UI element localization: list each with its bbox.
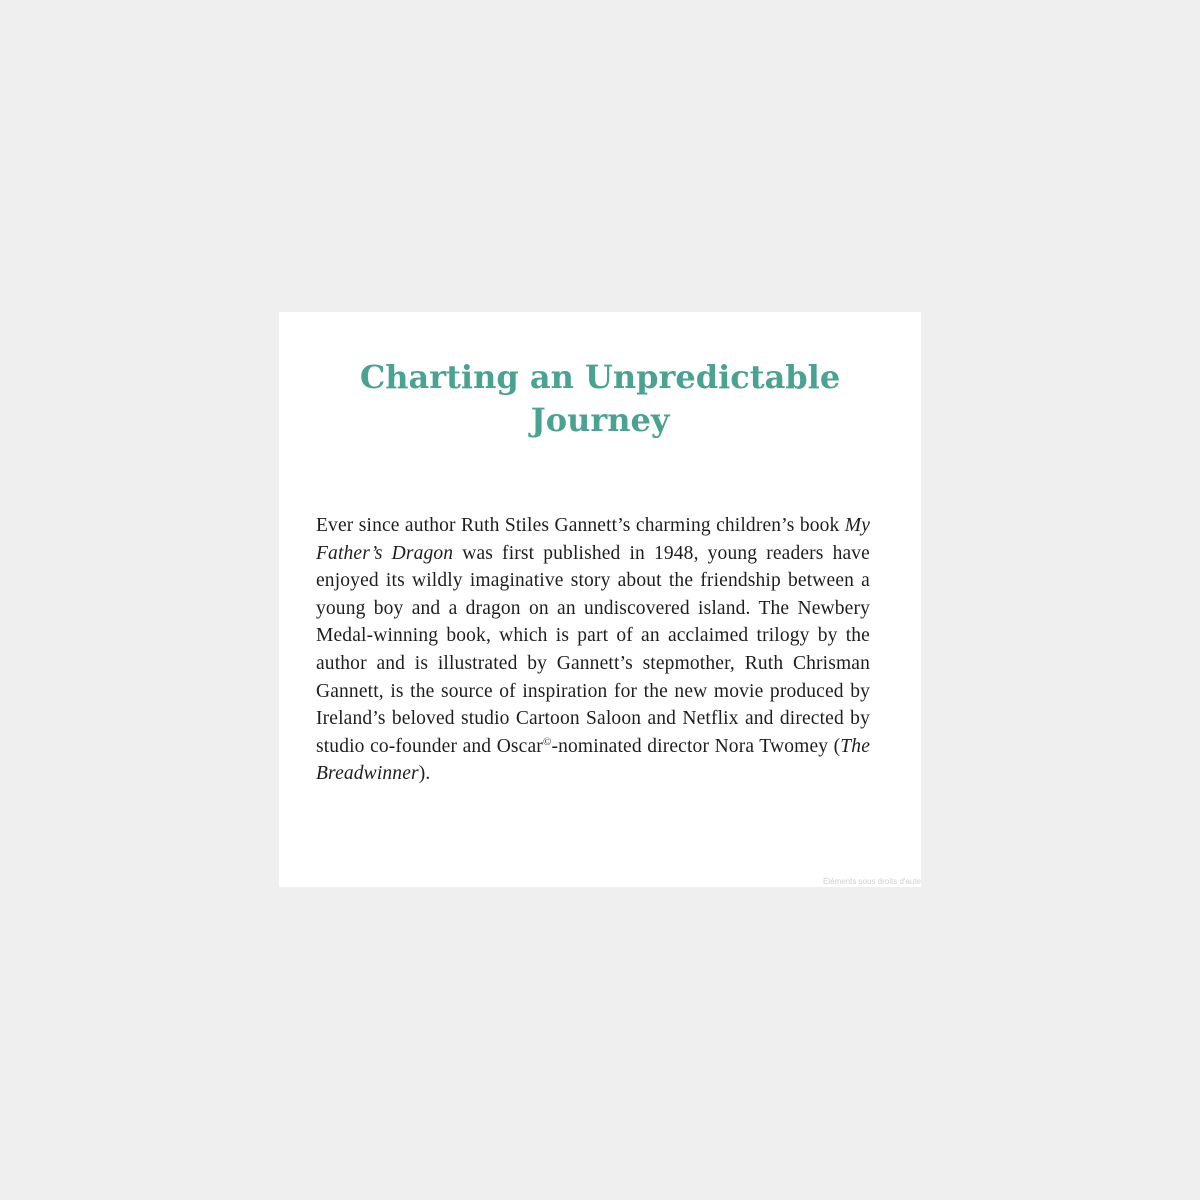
title-line-2: Journey xyxy=(530,401,670,439)
page-title xyxy=(279,356,921,442)
copyright-mark: © xyxy=(542,735,552,748)
book-title: My Father’s Dragon xyxy=(316,515,870,564)
film-title: The Breadwinner xyxy=(316,735,870,785)
copyright-watermark: Éléments sous droits d'aute xyxy=(822,877,921,886)
paragraph-text-4: ). xyxy=(418,763,431,785)
paragraph-text-2: was first published in 1948, young readers have enjoyed its wildly imaginative story about the friendship between a young boy and a dragon on an undiscovered island. The Newbery Medal-winning book, which is part of an acclaimed trilogy by the author and is illustrated by Gannett’s stepmother, Ruth Chrisman Gannett, is the source of inspiration for the new movie produced by Ireland’s beloved studio Cartoon Saloon and Netflix and directed by studio co-founder and Oscar xyxy=(316,542,870,757)
body-paragraph xyxy=(316,512,870,788)
document-page xyxy=(279,312,921,887)
paragraph-text-3: -nominated director Nora Twomey ( xyxy=(551,735,841,757)
paragraph-text-1: Ever since author Ruth Stiles Gannett’s charming children’s book xyxy=(316,515,845,536)
title-line-1: Charting an Unpredictable xyxy=(359,358,841,396)
